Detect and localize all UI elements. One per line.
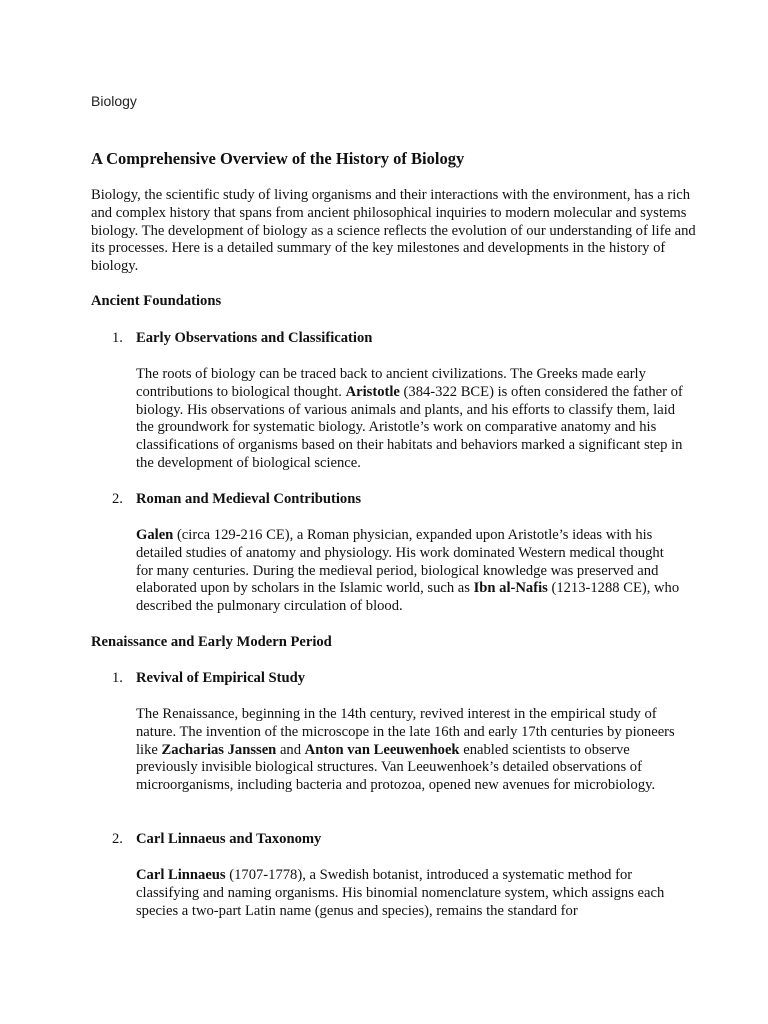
page-header: Biology xyxy=(91,93,137,109)
item-title-early-observations: Early Observations and Classification xyxy=(136,330,373,346)
item-title-linnaeus: Carl Linnaeus and Taxonomy xyxy=(136,831,322,847)
body-text: The roots of biology can be traced back to ancient civilizations. The Greeks made early contributions to biological thought. xyxy=(136,366,646,400)
name-ibn-al-nafis: Ibn al-Nafis xyxy=(473,580,548,597)
intro-paragraph: Biology, the scientific study of living organisms and their interactions with the environment, has a rich and complex history that spans from ancient philosophical inquiries to modern molecular and systems biology. The development of biology as a science reflects the evolution of our understanding of life and its processes. Here is a detailed summary of the key milestones and developments in the history of biology. xyxy=(91,187,696,275)
item-title-revival-empirical: Revival of Empirical Study xyxy=(136,670,306,686)
section-heading-renaissance: Renaissance and Early Modern Period xyxy=(91,634,332,650)
item-body-revival-empirical xyxy=(136,706,684,795)
item-body-early-observations xyxy=(136,366,684,473)
list-item-number: 1. xyxy=(112,670,123,686)
list-item-number: 2. xyxy=(112,491,123,507)
body-text: (1213-1288 CE), who described the pulmonary circulation of blood. xyxy=(136,580,680,615)
list-item-number: 1. xyxy=(112,330,123,346)
name-aristotle: Aristotle xyxy=(345,383,400,400)
name-zacharias-janssen: Zacharias Janssen xyxy=(161,741,277,758)
body-text: (384-322 BCE) is often considered the father of biology. His observations of various animals and plants, and his efforts to classify them, laid the groundwork for systematic biology. Aristotle’s work on comparative anatomy and his classifications of organisms based on their habitats and behaviors marked a significant step in the development of biological science. xyxy=(136,383,683,471)
item-title-roman-medieval: Roman and Medieval Contributions xyxy=(136,491,362,507)
name-anton-van-leeuwenhoek: Anton van Leeuwenhoek xyxy=(304,741,460,758)
item-body-linnaeus xyxy=(136,867,684,920)
name-carl-linnaeus: Carl Linnaeus xyxy=(136,867,226,883)
body-text: (1707-1778), a Swedish botanist, introduced a systematic method for classifying and naming organisms. His binomial nomenclature system, which assigns each species a two-part Latin name (genus and species), remains the standard for xyxy=(136,867,665,919)
document-title: A Comprehensive Overview of the History of Biology xyxy=(91,149,465,168)
body-text: and xyxy=(276,741,305,758)
body-text: enabled scientists to observe previously invisible biological structures. Van Leeuwenhoek’s detailed observations of microorganisms, including bacteria and protozoa, opened new avenues for microbiology. xyxy=(136,741,656,794)
item-body-roman-medieval xyxy=(136,527,684,616)
name-galen: Galen xyxy=(136,527,174,543)
body-text: (circa 129-216 CE), a Roman physician, expanded upon Aristotle’s ideas with his detailed studies of anatomy and physiology. His work dominated Western medical thought for many centuries. During the medieval period, biological knowledge was preserved and elaborated upon by scholars in the Islamic world, such as xyxy=(136,527,664,597)
body-text: The Renaissance, beginning in the 14th century, revived interest in the empirical study of nature. The invention of the microscope in the late 16th and early 17th centuries by pioneers like xyxy=(136,706,675,758)
section-heading-ancient-foundations: Ancient Foundations xyxy=(91,293,222,309)
list-item-number: 2. xyxy=(112,831,123,847)
